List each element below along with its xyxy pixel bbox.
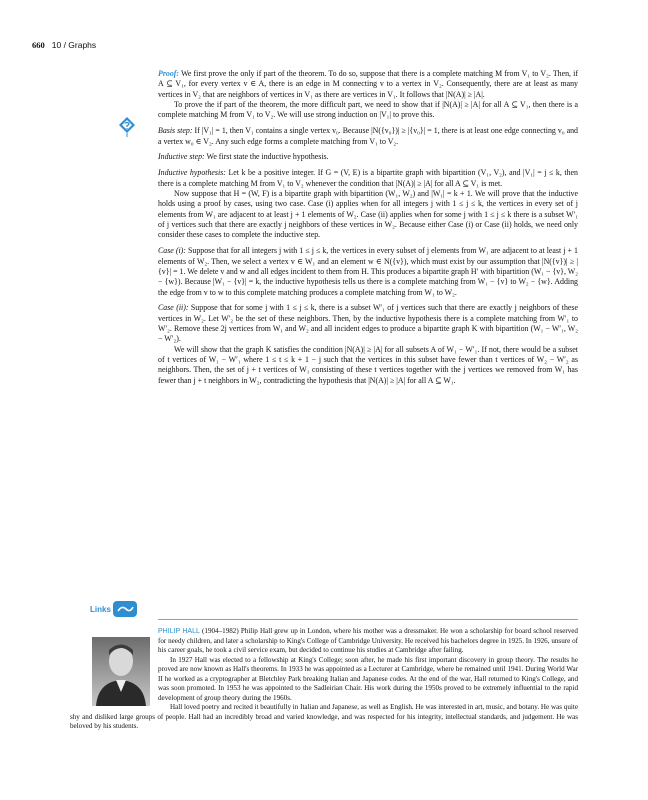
case-ii-text: Suppose that for some j with 1 ≤ j ≤ k, there is a subset W′₁ of j vertices such that there are exactly j neighbors of these vertices in W₂. Let W′₂ be the set of these neighbors. Then, by the inductive hypothesis there is a complete matching from W′₁ to W′₂. Remove these 2j vertices from W₁ and W₂ and all incident edges to produce a bipartite graph K with bipartition (W₁ − W′₁, W₂ − W′₂).: [158, 303, 578, 344]
bio-paragraph-2: In 1927 Hall was elected to a fellowship at King's College; soon after, he made his first important discovery in group theory. The results he proved are now known as Hall's theorems. In 1933 he was appointed as a Lecturer at Cambridge, where he remained until 1941. During World War II he worked as a cryptographer at Bletchley Park breaking Italian and Japanese codes. At the end of the war, Hall returned to King's College, and was soon promoted. In 1953 he was appointed to the Sadleirian Chair. His work during the 1950s proved to be extremely influential to the rapid development of group theory during the 1960s.: [158, 655, 578, 702]
proof-paragraph-1: [158, 69, 578, 100]
basis-text: If |V₁| = 1, then V₁ contains a single vertex v₀. Because |N({v₀})| ≥ |{v₀}| = 1, there is at least one edge connecting v₀ and a vertex w₀ ∈ V₂. Any such edge forms a complete matching from V₁ to V₂.: [158, 126, 578, 146]
bio-p1: (1904–1982) Philip Hall grew up in London, where his mother was a dressmaker. He won a scholarship for board school reserved for needy children, and later a scholarship to King's College of Cambridge University. He received his bachelors degree in 1925. In 1926, unsure of his career goals, he took a civil service exam, but decided to continue his studies at Cambridge after failing.: [158, 627, 578, 655]
hypothesis-paragraph-2: Now suppose that H = (W, F) is a bipartite graph with bipartition (W₁, W₂) and |W₁| = k + 1. We will prove that the inductive holds using a proof by cases, using two case. Case (i) applies when for all integers j with 1 ≤ j ≤ k, the vertices in every set of j elements from W₁ are adjacent to at least j + 1 elements of W₂. Case (ii) applies when for some j with 1 ≤ j ≤ k there is a subset W′₁ of j vertices such that there are exactly j neighbors of these vertices in W₂. Because either Case (i) or Case (ii) holds, we need only consider these cases to complete the inductive step.: [158, 188, 578, 240]
inductive-hypothesis: [158, 168, 578, 189]
inductive-step: [158, 152, 578, 162]
hypothesis-text: Let k be a positive integer. If G = (V, E) is a bipartite graph with bipartition (V₁, V₂), and |V₁| = j ≤ k, then there is a complete matching M from V₁ to V₂ whenever the condition that |N(A)| ≥ |A| for all A ⊆ V₁ is met.: [158, 168, 578, 188]
biography: [70, 627, 578, 732]
assessment-icon: [118, 116, 136, 138]
links-icon: [113, 601, 137, 617]
case-ii: [158, 303, 578, 344]
bio-name: PHILIP HALL: [158, 628, 200, 635]
proof-text: [158, 69, 578, 386]
inductive-step-label: Inductive step:: [158, 152, 205, 162]
section-title: 10 / Graphs: [51, 40, 97, 50]
links-marker[interactable]: [90, 601, 137, 617]
proof-label: Proof:: [158, 69, 180, 78]
bio-paragraph-3: Hall loved poetry and recited it beautifully in Italian and Japanese, as well as English. He was interested in art, music, and botany. He was quite shy and disliked large groups of people. Hall had an incredibly broad and varied knowledge, and was respected for his integrity, intellectual standards, and judgement. He was beloved by his students.: [70, 703, 578, 731]
basis-step: [158, 126, 578, 147]
links-divider: [158, 619, 578, 620]
case-i-label: Case (i):: [158, 246, 186, 256]
case-i-text: Suppose that for all integers j with 1 ≤ j ≤ k, the vertices in every subset of j elements from W₁ are adjacent to at least j + 1 elements of W₂. Then, we select a vertex v ∈ W₁ and an element w ∈ N({v}), which must exist by our assumption that |N({v})| ≥ |{v}| = 1. We delete v and w and all edges incident to them from H. This produces a bipartite graph H′ with bipartition (W₁ − {v}, W₂ − {w}). Because |W₁ − {v}| = k, the inductive hypothesis tells us there is a complete matching from W₁ − {v} to W₂ − {w}. Adding the edge from v to w to this complete matching produces a complete matching from W₁ to W₂.: [158, 246, 578, 297]
proof-paragraph-2: To prove the if part of the theorem, the more difficult part, we need to show that if |N(A)| ≥ |A| for all A ⊆ V₁, then there is a complete matching M from V₁ to V₂. We will use strong induction on |V₁| to prove this.: [158, 100, 578, 120]
inductive-step-text: We first state the inductive hypothesis.: [206, 152, 329, 162]
hypothesis-label: Inductive hypothesis:: [158, 168, 226, 178]
running-header: [32, 40, 96, 50]
case-i: [158, 246, 578, 298]
case-ii-label: Case (ii):: [158, 303, 189, 313]
basis-label: Basis step:: [158, 126, 193, 136]
proof-p1: We first prove the only if part of the theorem. To do so, suppose that there is a complete matching M from V₁ to V₂. Then, if A ⊆ V₁, for every vertex v ∈ A, there is an edge in M connecting v to a vertex in V₂. Consequently, there are at least as many vertices in V₂ that are neighbors of vertices in V₁ as there are vertices in V₁. It follows that |N(A)| ≥ |A|.: [158, 69, 578, 99]
case-ii-paragraph-2: We will show that the graph K satisfies the condition |N(A)| ≥ |A| for all subsets A of W₁ − W′₁. If not, there would be a subset of t vertices of W₁ − W′₁ where 1 ≤ t ≤ k + 1 − j such that the vertices in this subset have fewer than t vertices of W₂ − W′₂ as neighbors. Then, the set of j + t vertices of W₁ consisting of these t vertices together with the j vertices we removed from W₁ has fewer than j + t neighbors in W₂, contradicting the hypothesis that |N(A)| ≥ |A| for all A ⊆ W₁.: [158, 344, 578, 385]
links-label: Links: [90, 604, 111, 614]
page-number: 660: [32, 40, 45, 50]
